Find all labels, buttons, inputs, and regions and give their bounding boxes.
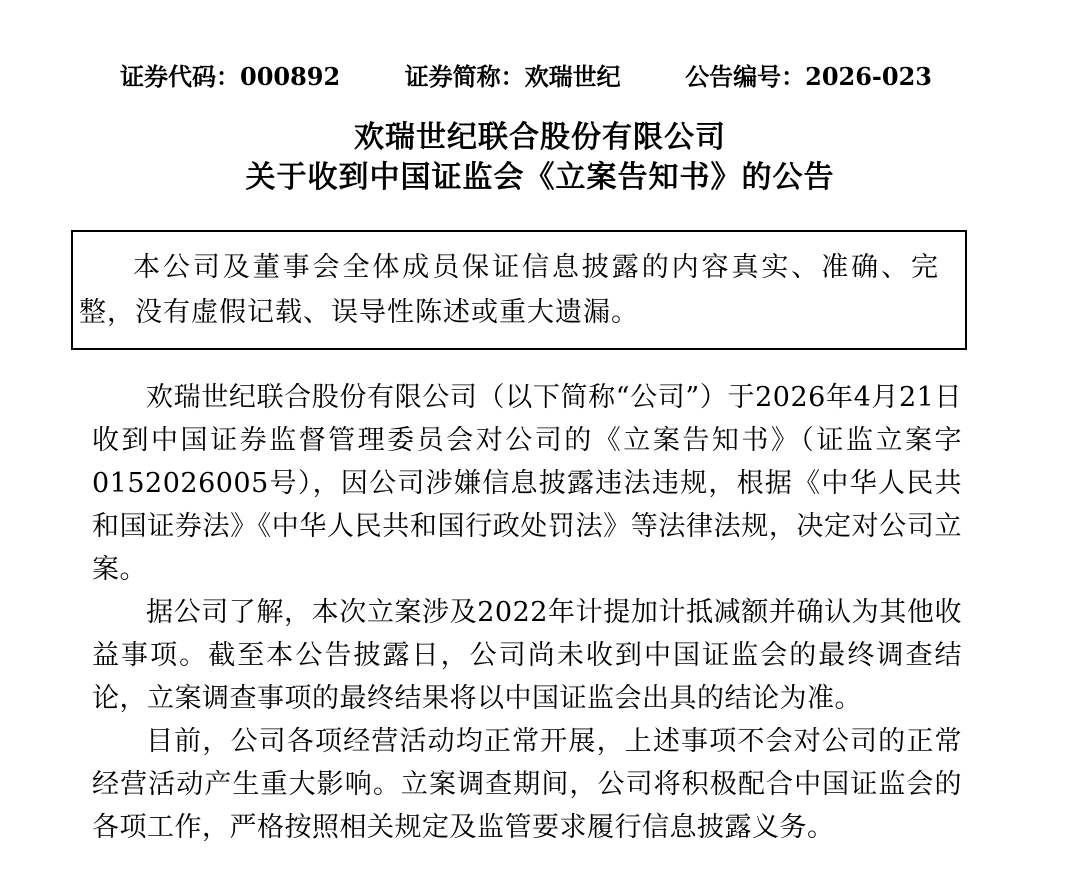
doc-title-company: 欢瑞世纪联合股份有限公司	[354, 120, 726, 155]
disclaimer-box	[71, 230, 967, 350]
body-paragraph-3: 目前，公司各项经营活动均正常开展，上述事项不会对公司的正常经营活动产生重大影响。立案调查期间，公司将积极配合中国证监会的各项工作，严格按照相关规定及监管要求履行信息披露义务。	[92, 726, 962, 843]
announcement-document	[0, 62, 1080, 871]
doc-header	[120, 62, 932, 92]
announcement-number: 公告编号：2026-023	[685, 62, 932, 91]
stock-code: 证券代码：000892	[120, 62, 341, 91]
disclaimer-text: 本公司及董事会全体成员保证信息披露的内容真实、准确、完整，没有虚假记载、误导性陈述或重大遗漏。	[79, 252, 939, 328]
body-paragraph-2: 据公司了解，本次立案涉及2022年计提加计抵减额并确认为其他收益事项。截至本公告披露日，公司尚未收到中国证监会的最终调查结论，立案调查事项的最终结果将以中国证监会出具的结论为准。	[92, 597, 962, 714]
stock-name: 证券简称：欢瑞世纪	[404, 62, 621, 91]
doc-title-subject: 关于收到中国证监会《立案告知书》的公告	[245, 160, 835, 195]
doc-body	[92, 376, 962, 849]
body-paragraph-1: 欢瑞世纪联合股份有限公司（以下简称“公司”）于2026年4月21日收到中国证券监督管理委员会对公司的《立案告知书》（证监立案字0152026005号），因公司涉嫌信息披露违法违规，根据《中华人民共和国证券法》《中华人民共和国行政处罚法》等法律法规，决定对公司立案。	[92, 382, 962, 585]
doc-title	[0, 118, 1080, 198]
